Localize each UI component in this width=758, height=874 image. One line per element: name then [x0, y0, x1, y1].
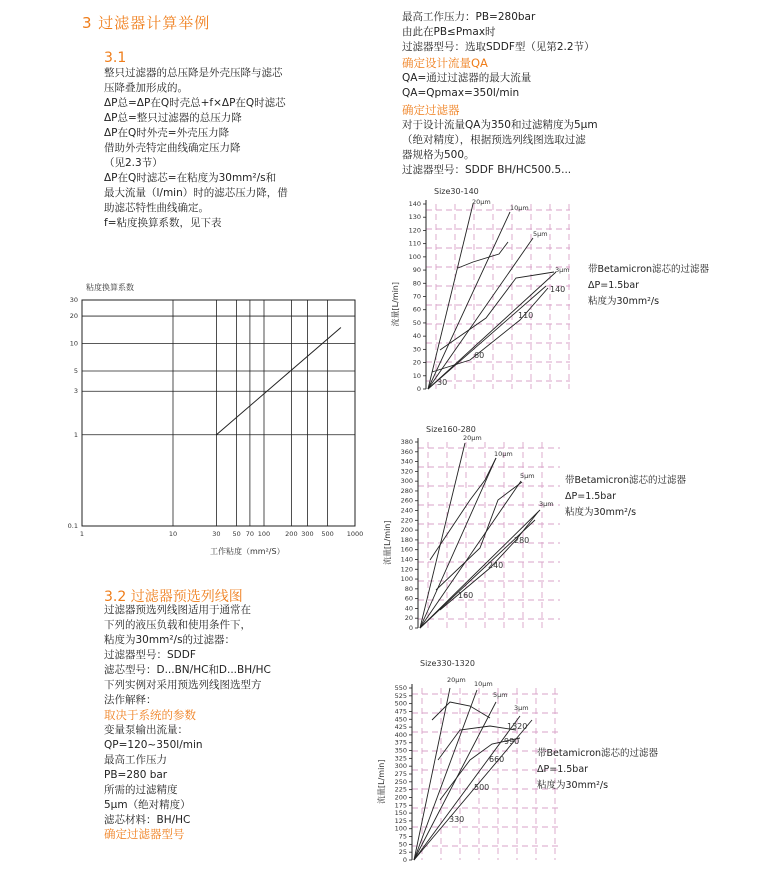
y-tick-label: 450: [394, 715, 407, 724]
micron-label: 5μm: [520, 472, 535, 480]
size-label: 280: [514, 536, 530, 545]
y-tick-label: 0: [408, 624, 413, 632]
s31-line: ΔP总=整只过滤器的总压力降: [104, 112, 242, 124]
s31-line: ΔP在Q时滤芯=在粘度为30mm²/s和: [104, 172, 277, 184]
y-tick-label: 75: [398, 832, 407, 841]
size-label: 660: [489, 755, 505, 764]
micron-label: 5μm: [493, 691, 508, 699]
micron-label: 20μm: [447, 676, 466, 684]
size-label: 30: [437, 378, 448, 387]
y-tick-label: 180: [400, 535, 413, 544]
size-curve: [432, 702, 490, 720]
s32-param-line: 最高工作压力: [104, 754, 167, 766]
y-tick-label: 225: [394, 785, 407, 794]
nomogram-note-line: 带Betamicron滤芯的过滤器: [588, 264, 710, 275]
y-tick-label: 140: [408, 200, 421, 208]
filter-heading: 确定过滤器: [402, 103, 460, 117]
nomogram-title: Size30-140: [434, 187, 479, 196]
y-tick-label: 30: [412, 345, 421, 354]
micron-label: 3μm: [555, 266, 570, 274]
y-tick-label: 340: [400, 457, 413, 466]
s32-intro-line: 滤芯型号：D...BN/HC和D...BH/HC: [104, 664, 271, 676]
s32-param-line: 滤芯材料：BH/HC: [104, 814, 191, 826]
y-tick-label: 100: [394, 824, 407, 833]
y-tick-label: 90: [412, 266, 421, 275]
y-tick-label: 80: [404, 584, 413, 593]
size-label: 500: [474, 783, 490, 792]
s32-param-line: 所需的过滤精度: [104, 784, 178, 796]
y-tick-label: 220: [400, 516, 413, 525]
y-tick-label: 10: [69, 339, 78, 348]
micron-label: 5μm: [533, 230, 548, 238]
y-tick-label: 550: [394, 684, 407, 692]
y-tick-label: 260: [400, 496, 413, 505]
y-tick-label: 30: [69, 296, 78, 304]
micron-label: 20μm: [472, 198, 491, 206]
y-tick-label: 40: [404, 604, 413, 613]
s31-line: 压降叠加形成的。: [104, 82, 188, 94]
nomogram-note-line: ΔP=1.5bar: [537, 764, 589, 775]
right-pressure-line: 由此在PB≤Pmax时: [402, 26, 496, 38]
nomogram-y-label: 流量[L/min]: [383, 520, 392, 565]
size-label: 160: [458, 591, 474, 600]
x-tick-label: 500: [321, 530, 334, 538]
size-label: 140: [550, 285, 566, 294]
x-tick-label: 1000: [346, 530, 364, 538]
s32-param-line: 变量泵输出流量：: [104, 724, 188, 736]
y-tick-label: 120: [408, 226, 421, 235]
type-heading: 确定过滤器型号: [104, 827, 185, 841]
size-label: 1320: [507, 722, 528, 731]
s31-line: ΔP总=ΔP在Q时壳总+f×ΔP在Q时滤芯: [104, 97, 286, 109]
flow-heading: 确定设计流量QA: [402, 56, 488, 70]
micron-label: 10μm: [474, 680, 493, 688]
nomogram-note-line: ΔP=1.5bar: [565, 491, 617, 502]
right-filter-line: 对于设计流量QA为350和过滤精度为5μm: [402, 119, 598, 131]
y-tick-label: 80: [412, 279, 421, 288]
s32-intro-line: 过滤器型号：SDDF: [104, 649, 196, 661]
y-tick-label: 380: [400, 438, 413, 446]
s32-param-line: 5μm（绝对精度）: [104, 799, 191, 811]
nomogram-title: Size160-280: [426, 425, 476, 434]
nomogram-note-line: 带Betamicron滤芯的过滤器: [537, 748, 659, 759]
micron-label: 3μm: [539, 500, 554, 508]
param-heading: 取决于系统的参数: [104, 708, 196, 722]
right-filter-line: 过滤器型号：SDDF BH/HC500.5...: [402, 164, 572, 176]
y-tick-label: 10: [412, 371, 421, 380]
x-tick-label: 300: [301, 530, 314, 538]
y-tick-label: 350: [394, 746, 407, 755]
size-label: 60: [474, 351, 485, 360]
y-tick-label: 275: [394, 770, 407, 778]
y-tick-label: 240: [400, 506, 413, 515]
y-tick-label: 475: [394, 707, 407, 716]
s32-intro-line: 下列实例对采用预选列线图选型方: [104, 679, 262, 691]
y-tick-label: 40: [412, 332, 421, 341]
section-title: 3 过滤器计算举例: [82, 14, 211, 32]
y-tick-label: 25: [398, 848, 407, 857]
x-tick-label: 50: [232, 530, 241, 538]
section-3-2-heading: 3.2 过滤器预选列线图: [104, 589, 243, 605]
y-tick-label: 20: [412, 358, 421, 367]
s32-intro-line: 法作解释：: [104, 694, 157, 706]
nomogram-note-line: 粘度为30mm²/s: [537, 780, 609, 791]
x-tick-label: 1: [79, 530, 85, 538]
y-tick-label: 100: [408, 252, 421, 261]
micron-label: 10μm: [510, 204, 529, 212]
y-tick-label: 3: [73, 387, 78, 396]
x-tick-label: 70: [245, 530, 255, 538]
size-label: 990: [504, 737, 520, 746]
y-tick-label: 70: [412, 292, 421, 301]
y-tick-label: 175: [394, 801, 407, 810]
y-tick-label: 325: [394, 754, 407, 763]
s31-line: ΔP在Q时外壳=外壳压力降: [104, 127, 230, 139]
y-tick-label: 5: [73, 366, 78, 375]
fan-line: [414, 702, 496, 860]
nomogram-note-line: 带Betamicron滤芯的过滤器: [565, 475, 687, 486]
y-tick-label: 250: [394, 777, 407, 786]
s31-line: 借助外壳特定曲线确定压力降: [104, 142, 241, 154]
y-tick-label: 120: [400, 565, 413, 574]
right-flow-line: QA=Qpmax=350l/min: [402, 87, 520, 99]
y-tick-label: 0: [416, 385, 421, 393]
y-tick-label: 130: [408, 213, 421, 222]
y-tick-label: 50: [398, 840, 407, 849]
y-tick-label: 525: [394, 691, 407, 700]
nomogram-note-line: ΔP=1.5bar: [588, 280, 640, 291]
y-tick-label: 375: [394, 738, 407, 747]
section-3-1-heading: 3.1: [104, 50, 127, 66]
nomogram-y-label: 流量[L/min]: [391, 282, 400, 327]
y-tick-label: 150: [394, 809, 407, 818]
y-tick-label: 280: [400, 486, 413, 495]
right-flow-line: QA=通过过滤器的最大流量: [402, 72, 532, 84]
fan-line: [414, 690, 477, 860]
right-pressure-line: 过滤器型号：选取SDDF型（见第2.2节）: [402, 41, 595, 53]
y-tick-label: 360: [400, 447, 413, 456]
y-tick-label: 20: [404, 614, 413, 623]
s31-line: （见2.3节）: [104, 157, 163, 169]
y-tick-label: 300: [400, 477, 413, 486]
s32-intro-line: 粘度为30mm²/s的过滤器：: [104, 634, 236, 646]
y-tick-label: 320: [400, 467, 413, 476]
micron-label: 10μm: [494, 450, 513, 458]
nomogram-note-line: 粘度为30mm²/s: [565, 507, 637, 518]
y-tick-label: 140: [400, 555, 413, 564]
micron-label: 3μm: [514, 704, 529, 712]
y-tick-label: 100: [400, 575, 413, 584]
fan-line: [414, 688, 450, 860]
x-tick-label: 30: [212, 530, 221, 538]
s31-line: 助滤芯特性曲线确定。: [104, 202, 209, 214]
s31-line: 最大流量（l/min）时的滤芯压力降，借: [104, 187, 288, 199]
y-tick-label: 500: [394, 699, 407, 708]
s32-intro-line: 过滤器预选列线图适用于通常在: [104, 604, 251, 616]
y-tick-label: 110: [408, 239, 421, 248]
y-tick-label: 60: [412, 305, 421, 314]
right-filter-line: （绝对精度），根据预选列线图选取过滤: [402, 134, 586, 146]
micron-label: 20μm: [463, 434, 482, 442]
right-filter-line: 器规格为500。: [402, 149, 475, 161]
size-label: 330: [449, 815, 465, 824]
s32-param-line: QP=120~350l/min: [104, 739, 203, 751]
y-tick-label: 160: [400, 545, 413, 554]
s32-param-line: PB=280 bar: [104, 769, 168, 781]
viscosity-chart-title: 粘度换算系数: [86, 283, 134, 292]
y-tick-label: 200: [400, 526, 413, 535]
y-tick-label: 300: [394, 762, 407, 771]
y-tick-label: 50: [412, 318, 421, 327]
right-pressure-line: 最高工作压力：PB=280bar: [402, 11, 536, 23]
y-tick-label: 0: [402, 856, 407, 864]
nomogram-note-line: 粘度为30mm²/s: [588, 296, 660, 307]
s31-line: f=粘度换算系数，见下表: [104, 217, 222, 229]
x-tick-label: 10: [168, 530, 178, 538]
y-tick-label: 20: [69, 312, 78, 321]
x-tick-label: 100: [257, 530, 271, 538]
y-tick-label: 125: [394, 816, 407, 825]
s32-intro-line: 下列的液压负载和使用条件下，: [104, 619, 251, 631]
y-tick-label: 1: [73, 430, 78, 439]
nomogram-title: Size330-1320: [420, 659, 475, 668]
y-tick-label: 200: [394, 793, 407, 802]
size-label: 240: [488, 561, 504, 570]
viscosity-chart-xlabel: 工作粘度（mm²/S）: [210, 547, 285, 556]
y-tick-label: 0.1: [67, 522, 78, 530]
s31-line: 整只过滤器的总压降是外壳压降与滤芯: [104, 67, 283, 79]
x-tick-label: 200: [285, 530, 298, 538]
y-tick-label: 425: [394, 723, 407, 732]
size-label: 110: [518, 311, 534, 320]
nomogram-y-label: 流量[L/min]: [377, 759, 386, 804]
y-tick-label: 60: [404, 594, 413, 603]
y-tick-label: 400: [394, 730, 407, 739]
